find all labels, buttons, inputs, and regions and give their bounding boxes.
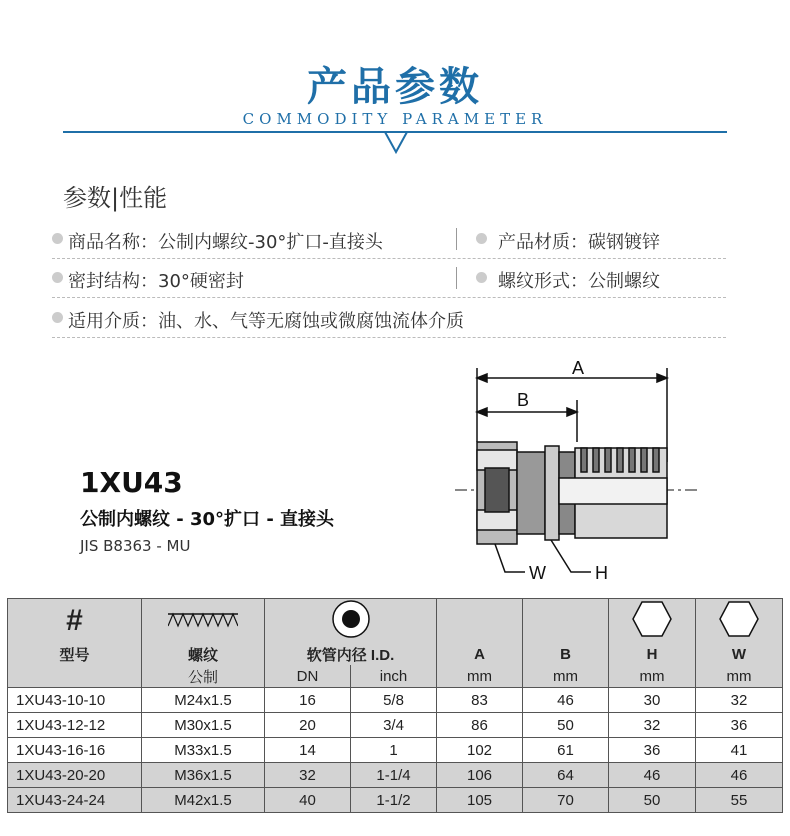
product-standard: JIS B8363 - MU — [80, 537, 191, 555]
sub-w: mm — [696, 665, 783, 688]
sub-a: mm — [437, 665, 523, 688]
param-thread: 螺纹形式：公制螺纹 — [498, 271, 660, 292]
sub-inch: inch — [351, 665, 437, 688]
param-media: 适用介质：油、水、气等无腐蚀或微腐蚀流体介质 — [68, 311, 464, 332]
separator — [456, 267, 457, 289]
cell-h: 50 — [609, 788, 696, 813]
cell-thread: M36x1.5 — [142, 763, 265, 788]
cell-inch: 1-1/4 — [351, 763, 437, 788]
col-model: 型号 — [8, 643, 142, 665]
table-row — [8, 763, 783, 788]
cell-a: 102 — [437, 738, 523, 763]
hex-icon — [696, 599, 783, 644]
param-row — [52, 259, 726, 298]
col-hose-id: 软管内径 I.D. — [265, 643, 437, 665]
product-code: 1XU43 — [80, 466, 183, 499]
cell-dn: 32 — [265, 763, 351, 788]
sub-b: mm — [523, 665, 609, 688]
product-description: 公制内螺纹 - 30°扩口 - 直接头 — [80, 509, 335, 530]
bullet-icon — [476, 233, 487, 244]
dim-label-a: A — [572, 358, 585, 378]
cell-thread: M30x1.5 — [142, 713, 265, 738]
page-subtitle: COMMODITY PARAMETER — [242, 110, 548, 128]
model-symbol: # — [8, 599, 142, 644]
col-a: A — [437, 643, 523, 665]
sub-dn: DN — [265, 665, 351, 688]
cell-w: 55 — [696, 788, 783, 813]
cell-thread: M33x1.5 — [142, 738, 265, 763]
col-w: W — [696, 643, 783, 665]
cell-inch: 1 — [351, 738, 437, 763]
cell-b: 70 — [523, 788, 609, 813]
cell-w: 46 — [696, 763, 783, 788]
cell-inch: 5/8 — [351, 688, 437, 713]
param-seal: 密封结构：30°硬密封 — [68, 271, 244, 292]
bullet-icon — [52, 312, 63, 323]
cell-w: 36 — [696, 713, 783, 738]
cell-model: 1XU43-12-12 — [8, 713, 142, 738]
cell-b: 61 — [523, 738, 609, 763]
cell-h: 46 — [609, 763, 696, 788]
table-row — [8, 788, 783, 813]
bullet-icon — [476, 272, 487, 283]
chevron-down-icon — [383, 126, 409, 156]
page-title: 产品参数 — [307, 64, 483, 110]
thread-icon — [142, 599, 265, 644]
bullet-icon — [52, 233, 63, 244]
cell-a: 86 — [437, 713, 523, 738]
cell-b: 64 — [523, 763, 609, 788]
table-row — [8, 713, 783, 738]
param-row — [52, 299, 726, 338]
sub-h: mm — [609, 665, 696, 688]
cell-w: 41 — [696, 738, 783, 763]
cell-model: 1XU43-24-24 — [8, 788, 142, 813]
cell-dn: 14 — [265, 738, 351, 763]
cell-model: 1XU43-16-16 — [8, 738, 142, 763]
param-product-name: 商品名称：公制内螺纹-30°扩口-直接头 — [68, 232, 383, 253]
table-row — [8, 688, 783, 713]
cell-inch: 1-1/2 — [351, 788, 437, 813]
cell-dn: 20 — [265, 713, 351, 738]
cell-b: 46 — [523, 688, 609, 713]
cell-a: 83 — [437, 688, 523, 713]
col-h: H — [609, 643, 696, 665]
cell-thread: M24x1.5 — [142, 688, 265, 713]
cell-model: 1XU43-20-20 — [8, 763, 142, 788]
param-material: 产品材质：碳钢镀锌 — [498, 232, 660, 253]
cell-h: 36 — [609, 738, 696, 763]
separator — [456, 228, 457, 250]
cell-a: 106 — [437, 763, 523, 788]
cell-inch: 3/4 — [351, 713, 437, 738]
cell-model: 1XU43-10-10 — [8, 688, 142, 713]
table-row — [8, 738, 783, 763]
cell-b: 50 — [523, 713, 609, 738]
cell-a: 105 — [437, 788, 523, 813]
cell-dn: 40 — [265, 788, 351, 813]
spec-table — [7, 598, 783, 813]
params-heading: 参数|性能 — [63, 184, 168, 212]
hex-icon — [609, 599, 696, 644]
col-thread: 螺纹 — [142, 643, 265, 665]
dim-label-h: H — [595, 563, 608, 583]
cell-h: 32 — [609, 713, 696, 738]
dim-label-b: B — [517, 390, 530, 410]
cell-thread: M42x1.5 — [142, 788, 265, 813]
sub-thread: 公制 — [142, 665, 265, 688]
cell-h: 30 — [609, 688, 696, 713]
cell-dn: 16 — [265, 688, 351, 713]
param-row — [52, 220, 726, 259]
bullet-icon — [52, 272, 63, 283]
dim-label-w: W — [529, 563, 546, 583]
col-b: B — [523, 643, 609, 665]
fitting-diagram — [455, 350, 705, 590]
bore-icon — [265, 599, 437, 644]
cell-w: 32 — [696, 688, 783, 713]
